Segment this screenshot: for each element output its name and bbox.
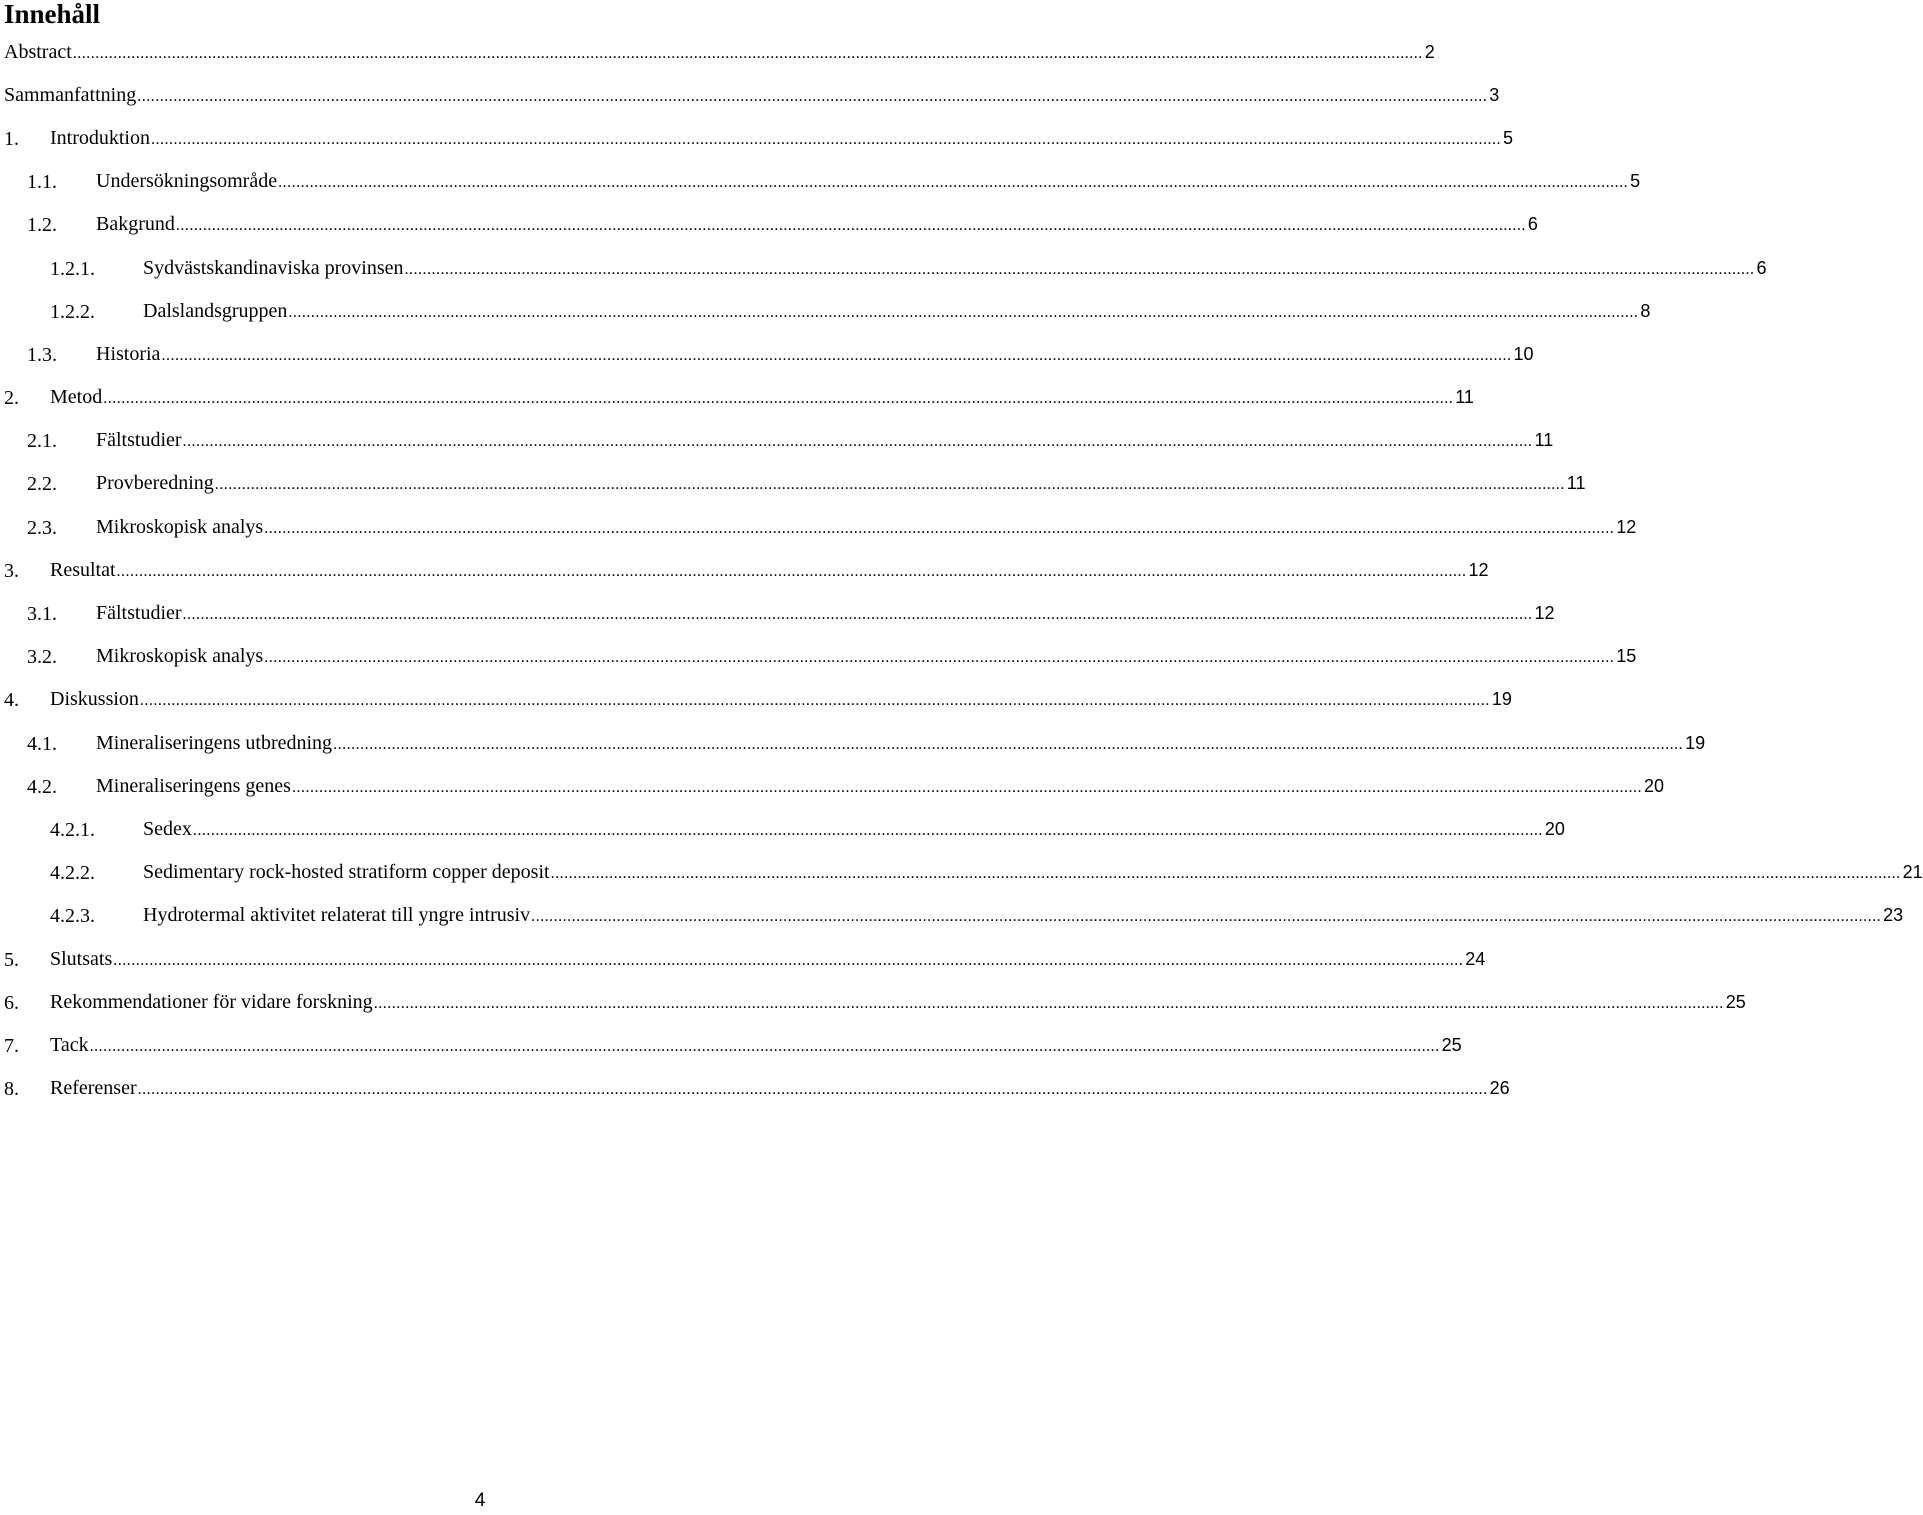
toc-entry-page[interactable]: 11 [1534, 430, 1554, 451]
toc-entry[interactable] [0, 333, 1534, 376]
dot-leader: ............................................................................................................................................................................................................................................................................................................ [137, 87, 1488, 105]
toc-entry-number: 4.2. [27, 775, 57, 798]
toc-entry-number: 1.3. [27, 343, 57, 366]
dot-leader: ............................................................................................................................................................................................................................................................................................................ [139, 692, 1490, 710]
toc-entry-label[interactable]: Sedimentary rock-hosted stratiform copper deposit [143, 861, 550, 884]
dot-leader: ............................................................................................................................................................................................................................................................................................................ [192, 821, 1543, 839]
dot-leader: ............................................................................................................................................................................................................................................................................................................ [291, 778, 1642, 796]
toc-entry-number: 1.2.2. [50, 300, 95, 323]
table-of-contents [0, 31, 1923, 1111]
toc-entry-number: 1.1. [27, 171, 57, 194]
toc-entry-label[interactable]: Bakgrund [96, 213, 175, 236]
dot-leader: ............................................................................................................................................................................................................................................................................................................ [137, 1081, 1488, 1099]
toc-entry[interactable] [0, 808, 1565, 851]
toc-entry-line [50, 1076, 1510, 1102]
toc-entry-line [50, 385, 1474, 411]
toc-entry[interactable] [0, 420, 1554, 463]
toc-entry[interactable] [0, 247, 1767, 290]
toc-entry-line [50, 947, 1486, 973]
toc-entry-page[interactable]: 19 [1685, 732, 1706, 753]
toc-entry-number: 1.2.1. [50, 257, 95, 280]
toc-entry-page[interactable]: 11 [1455, 387, 1474, 408]
toc-entry-line [50, 687, 1512, 713]
toc-entry-number: 5. [4, 948, 19, 971]
toc-entry[interactable] [0, 592, 1555, 635]
toc-entry-line [4, 40, 1435, 66]
toc-entry-page[interactable]: 25 [1441, 1034, 1462, 1055]
toc-entry-number: 4.1. [27, 732, 57, 755]
toc-heading: Innehåll [4, 0, 101, 29]
toc-entry-line [96, 644, 1637, 670]
toc-entry-label[interactable]: Abstract [4, 40, 72, 63]
toc-entry-line [143, 903, 1904, 929]
dot-leader: ............................................................................................................................................................................................................................................................................................................ [113, 951, 1464, 969]
toc-entry[interactable] [0, 895, 1904, 938]
toc-entry-label[interactable]: Referenser [50, 1077, 137, 1100]
dot-leader: ............................................................................................................................................................................................................................................................................................................ [373, 994, 1724, 1012]
toc-entry-label[interactable]: Undersökningsområde [96, 170, 278, 193]
toc-entry-page[interactable]: 25 [1725, 991, 1746, 1012]
toc-entry-label[interactable]: Sammanfattning [4, 83, 137, 106]
toc-entry-page[interactable]: 5 [1503, 127, 1514, 148]
toc-entry-line [96, 731, 1706, 757]
toc-entry-page[interactable]: 19 [1491, 689, 1512, 710]
toc-entry-number: 3.1. [27, 603, 57, 626]
toc-entry-label[interactable]: Hydrotermal aktivitet relaterat till yngre intrusiv [143, 904, 531, 927]
toc-entry-line [143, 860, 1923, 886]
toc-entry[interactable] [0, 765, 1664, 808]
toc-entry-line [143, 299, 1651, 325]
toc-entry-number: 3. [4, 559, 19, 582]
toc-entry-number: 4.2.3. [50, 905, 95, 928]
toc-entry-number: 4. [4, 689, 19, 712]
toc-entry-page[interactable]: 15 [1616, 646, 1637, 667]
toc-entry-page[interactable]: 12 [1468, 559, 1489, 580]
toc-entry-number: 1. [4, 127, 19, 150]
dot-leader: ............................................................................................................................................................................................................................................................................................................ [288, 303, 1639, 321]
toc-entry-number: 4.2.2. [50, 862, 95, 885]
toc-entry-label[interactable]: Dalslandsgruppen [143, 299, 288, 322]
toc-entry[interactable] [0, 679, 1512, 722]
dot-leader: ............................................................................................................................................................................................................................................................................................................ [531, 908, 1882, 926]
toc-entry[interactable] [0, 377, 1474, 420]
toc-entry-page[interactable]: 6 [1756, 257, 1767, 278]
toc-entry-line [50, 1033, 1462, 1059]
toc-entry-line [96, 169, 1641, 195]
toc-entry-number: 2.3. [27, 516, 57, 539]
toc-entry-label[interactable]: Introduktion [50, 126, 150, 149]
toc-entry-label[interactable]: Sydvästskandinaviska provinsen [143, 256, 404, 279]
toc-entry-page[interactable]: 26 [1489, 1078, 1510, 1099]
toc-entry-page[interactable]: 12 [1616, 516, 1637, 537]
toc-entry[interactable] [0, 1068, 1510, 1111]
toc-entry-line [50, 990, 1746, 1016]
toc-entry-label[interactable]: Provberedning [96, 472, 214, 495]
toc-entry-label[interactable]: Mikroskopisk analys [96, 515, 264, 538]
toc-entry-label[interactable]: Fältstudier [96, 429, 182, 452]
toc-entry[interactable] [0, 549, 1489, 592]
toc-entry[interactable] [0, 31, 1435, 74]
toc-entry-label[interactable]: Metod [50, 386, 103, 409]
toc-entry-line [96, 428, 1554, 454]
dot-leader: ............................................................................................................................................................................................................................................................................................................ [278, 174, 1629, 192]
toc-entry-line [4, 83, 1500, 109]
toc-entry[interactable] [0, 204, 1538, 247]
toc-entry[interactable] [0, 722, 1706, 765]
toc-entry[interactable] [0, 1024, 1462, 1067]
toc-entry-label[interactable]: Resultat [50, 558, 116, 581]
toc-entry-page[interactable]: 3 [1489, 84, 1500, 105]
toc-entry-number: 6. [4, 991, 19, 1014]
toc-entry[interactable] [0, 636, 1637, 679]
toc-entry-number: 2. [4, 387, 19, 410]
toc-entry-page[interactable]: 21 [1902, 862, 1923, 883]
toc-entry-page[interactable]: 10 [1513, 343, 1534, 364]
toc-entry-page[interactable]: 8 [1640, 300, 1651, 321]
toc-entry-line [96, 212, 1538, 238]
toc-entry[interactable] [0, 74, 1500, 117]
toc-entry-number: 2.1. [27, 430, 57, 453]
toc-entry-label[interactable]: Diskussion [50, 688, 139, 711]
toc-entry-label[interactable]: Mineraliseringens genes [96, 774, 291, 797]
toc-entry-number: 2.2. [27, 473, 57, 496]
toc-entry-line [96, 515, 1637, 541]
toc-entry-number: 8. [4, 1078, 19, 1101]
toc-entry-label[interactable]: Mikroskopisk analys [96, 645, 264, 668]
dot-leader: ............................................................................................................................................................................................................................................................................................................ [116, 562, 1467, 580]
dot-leader: ............................................................................................................................................................................................................................................................................................................ [264, 649, 1615, 667]
toc-entry-line [143, 817, 1565, 843]
toc-entry-label[interactable]: Tack [50, 1033, 89, 1056]
toc-entry[interactable] [0, 506, 1637, 549]
dot-leader: ............................................................................................................................................................................................................................................................................................................ [182, 433, 1533, 451]
toc-entry[interactable] [0, 117, 1514, 160]
page-number: 4 [474, 1490, 486, 1511]
toc-entry-page[interactable]: 20 [1643, 775, 1664, 796]
dot-leader: ............................................................................................................................................................................................................................................................................................................ [404, 260, 1755, 278]
dot-leader: ............................................................................................................................................................................................................................................................................................................ [264, 519, 1615, 537]
toc-entry-number: 3.2. [27, 646, 57, 669]
toc-entry-line [96, 601, 1555, 627]
toc-entry-number: 7. [4, 1034, 19, 1057]
dot-leader: ............................................................................................................................................................................................................................................................................................................ [161, 346, 1512, 364]
toc-entry-line [50, 558, 1489, 584]
dot-leader: ............................................................................................................................................................................................................................................................................................................ [182, 606, 1533, 624]
dot-leader: ............................................................................................................................................................................................................................................................................................................ [550, 865, 1901, 883]
dot-leader: ............................................................................................................................................................................................................................................................................................................ [72, 44, 1423, 62]
toc-entry-page[interactable]: 23 [1883, 905, 1904, 926]
dot-leader: ............................................................................................................................................................................................................................................................................................................ [175, 217, 1526, 235]
toc-entry-line [50, 126, 1514, 152]
toc-entry[interactable] [0, 938, 1486, 981]
toc-entry-page[interactable]: 20 [1544, 818, 1565, 839]
dot-leader: ............................................................................................................................................................................................................................................................................................................ [214, 476, 1565, 494]
toc-entry-line [143, 256, 1767, 282]
toc-entry-line [96, 471, 1586, 497]
toc-entry[interactable] [0, 463, 1586, 506]
dot-leader: ............................................................................................................................................................................................................................................................................................................ [103, 390, 1454, 408]
toc-entry-page[interactable]: 5 [1630, 171, 1641, 192]
toc-entry[interactable] [0, 161, 1641, 204]
toc-entry-number: 4.2.1. [50, 818, 95, 841]
toc-entry-line [96, 774, 1664, 800]
toc-entry-page[interactable]: 2 [1424, 41, 1435, 62]
toc-entry-page[interactable]: 11 [1566, 473, 1586, 494]
dot-leader: ............................................................................................................................................................................................................................................................................................................ [333, 735, 1684, 753]
toc-entry[interactable] [0, 852, 1923, 895]
toc-entry[interactable] [0, 290, 1651, 333]
toc-entry-label[interactable]: Historia [96, 342, 161, 365]
toc-entry-label[interactable]: Mineraliseringens utbredning [96, 731, 333, 754]
toc-entry-label[interactable]: Slutsats [50, 947, 113, 970]
toc-entry[interactable] [0, 981, 1746, 1024]
toc-entry-line [96, 342, 1534, 368]
toc-entry-label[interactable]: Fältstudier [96, 602, 182, 625]
toc-entry-page[interactable]: 24 [1465, 948, 1486, 969]
toc-entry-label[interactable]: Sedex [143, 817, 192, 840]
toc-entry-number: 1.2. [27, 214, 57, 237]
dot-leader: ............................................................................................................................................................................................................................................................................................................ [151, 130, 1501, 148]
toc-entry-page[interactable]: 6 [1527, 214, 1538, 235]
dot-leader: ............................................................................................................................................................................................................................................................................................................ [89, 1037, 1440, 1055]
toc-entry-page[interactable]: 12 [1534, 603, 1555, 624]
toc-entry-label[interactable]: Rekommendationer för vidare forskning [50, 990, 373, 1013]
